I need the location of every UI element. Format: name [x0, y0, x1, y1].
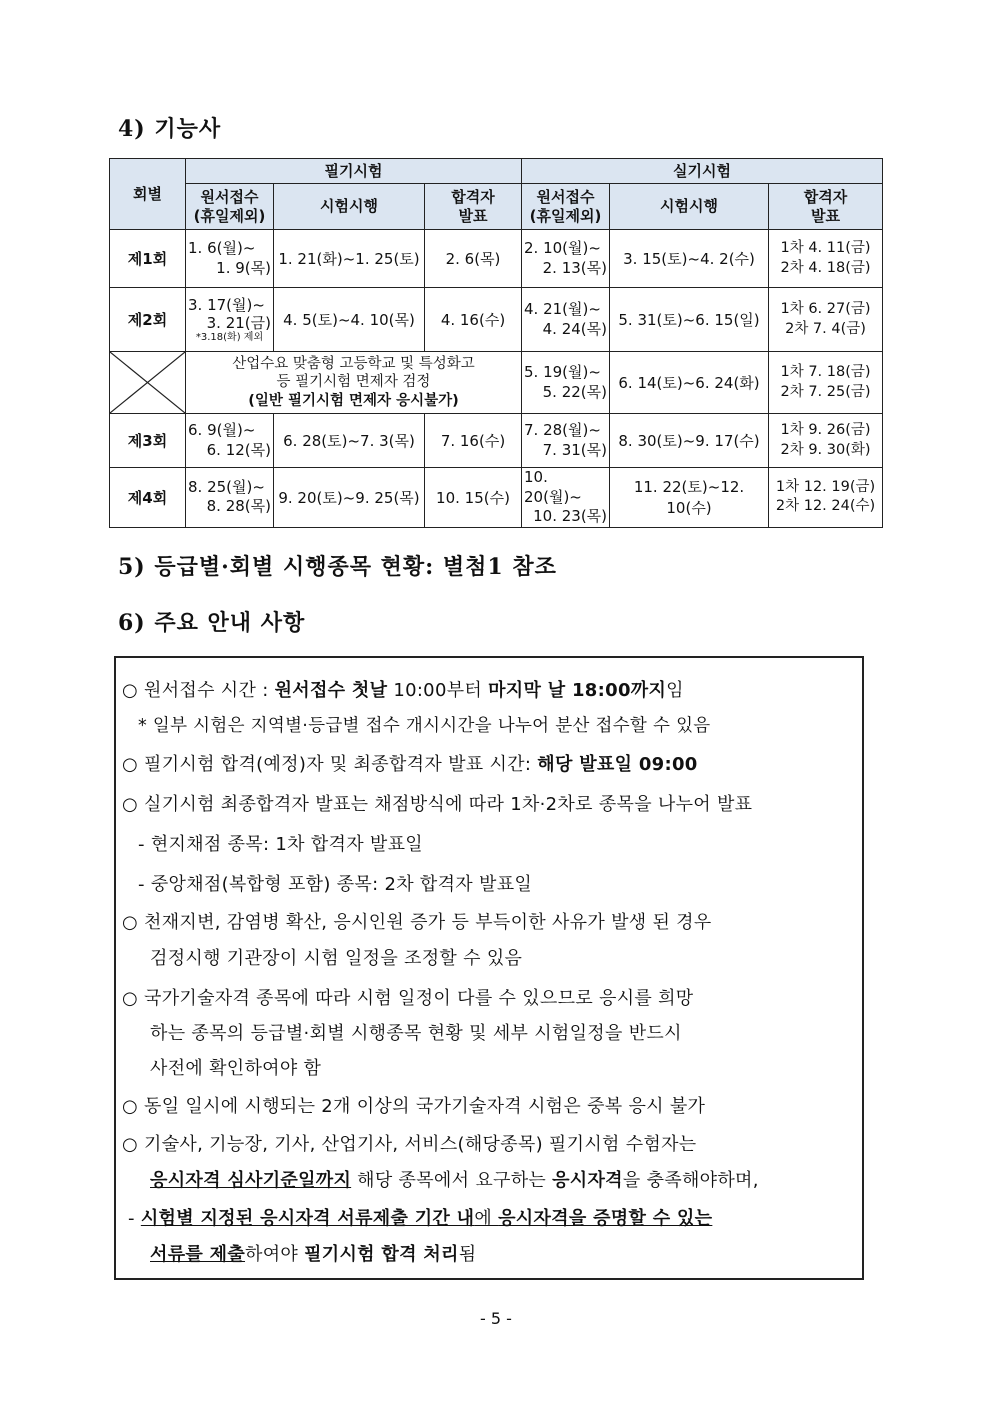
header-written: 필기시험: [186, 159, 522, 184]
written-apply: 3. 17(월)~ 3. 21(금) *3.18(화) 제외: [186, 288, 274, 352]
header-practical: 실기시험: [522, 159, 883, 184]
round-label: 제3회: [110, 414, 186, 468]
practical-apply: 7. 28(월)~ 7. 31(목): [522, 414, 610, 468]
table-row: [110, 288, 883, 352]
notice-line: ○ 실기시험 최종합격자 발표는 채점방식에 따라 1차·2차로 종목을 나누어 발표: [122, 794, 753, 815]
page-number: - 5 -: [480, 1309, 512, 1328]
written-exam: 4. 5(토)~4. 10(목): [274, 288, 425, 352]
notice-line: - 현지채점 종목: 1차 합격자 발표일: [138, 834, 423, 855]
schedule-table: [109, 158, 883, 528]
practical-apply: 4. 21(월)~ 4. 24(목): [522, 288, 610, 352]
notice-line: 응시자격 심사기준일까지 해당 종목에서 요구하는 응시자격을 충족해야하며,: [150, 1170, 759, 1191]
table-row: [110, 468, 883, 528]
written-pass: 7. 16(수): [425, 414, 522, 468]
written-pass: 4. 16(수): [425, 288, 522, 352]
practical-pass: 1차 7. 18(금) 2차 7. 25(금): [769, 352, 883, 414]
practical-pass: 1차 9. 26(금) 2차 9. 30(화): [769, 414, 883, 468]
notice-line: 사전에 확인하여야 함: [150, 1058, 322, 1079]
written-apply: 1. 6(월)~ 1. 9(목): [186, 230, 274, 288]
notice-line: ○ 필기시험 합격(예정)자 및 최종합격자 발표 시간: 해당 발표일 09:00: [122, 754, 698, 775]
header-written-pass: 합격자 발표: [425, 184, 522, 230]
notice-line: 서류를 제출하여야 필기시험 합격 처리됨: [150, 1244, 477, 1265]
notice-line: 하는 종목의 등급별·회별 시행종목 현황 및 세부 시험일정을 반드시: [150, 1023, 682, 1044]
header-practical-pass: 합격자 발표: [769, 184, 883, 230]
notice-line: ○ 기술사, 기능장, 기사, 산업기사, 서비스(해당종목) 필기시험 수험자는: [122, 1134, 697, 1155]
table-row: [110, 352, 883, 414]
round-label: 제1회: [110, 230, 186, 288]
practical-pass: 1차 4. 11(금) 2차 4. 18(금): [769, 230, 883, 288]
written-apply: 8. 25(월)~ 8. 28(목): [186, 468, 274, 528]
practical-apply: 10. 20(월)~ 10. 23(목): [522, 468, 610, 528]
practical-exam: 5. 31(토)~6. 15(일): [610, 288, 769, 352]
practical-exam: 3. 15(토)~4. 2(수): [610, 230, 769, 288]
table-row: [110, 230, 883, 288]
written-exam: 6. 28(토)~7. 3(목): [274, 414, 425, 468]
practical-exam: 6. 14(토)~6. 24(화): [610, 352, 769, 414]
section-6-title: 6) 주요 안내 사항: [118, 610, 306, 636]
notice-line: ○ 국가기술자격 종목에 따라 시험 일정이 다를 수 있으므로 응시를 희망: [122, 988, 694, 1009]
round-label: 제2회: [110, 288, 186, 352]
header-written-exam: 시험시행: [274, 184, 425, 230]
header-round: 회별: [110, 159, 186, 230]
written-pass: 10. 15(수): [425, 468, 522, 528]
exempt-exam-note: 산업수요 맞춤형 고등학교 및 특성화고 등 필기시험 면제자 검정 (일반 필기시험 면제자 응시불가): [186, 352, 522, 414]
header-practical-apply: 원서접수 (휴일제외): [522, 184, 610, 230]
notice-line: ○ 천재지변, 감염병 확산, 응시인원 증가 등 부득이한 사유가 발생 된 경우: [122, 912, 712, 933]
practical-apply: 2. 10(월)~ 2. 13(목): [522, 230, 610, 288]
practical-pass: 1차 6. 27(금) 2차 7. 4(금): [769, 288, 883, 352]
notice-line: ○ 동일 일시에 시행되는 2개 이상의 국가기술자격 시험은 중복 응시 불가: [122, 1096, 706, 1117]
round-label: 제4회: [110, 468, 186, 528]
written-exam: 1. 21(화)~1. 25(토): [274, 230, 425, 288]
written-exam: 9. 20(토)~9. 25(목): [274, 468, 425, 528]
notice-line: - 중앙채점(복합형 포함) 종목: 2차 합격자 발표일: [138, 874, 533, 895]
notice-line: 검정시행 기관장이 시험 일정을 조정할 수 있음: [150, 948, 523, 969]
practical-apply: 5. 19(월)~ 5. 22(목): [522, 352, 610, 414]
header-written-apply: 원서접수 (휴일제외): [186, 184, 274, 230]
practical-exam: 11. 22(토)~12. 10(수): [610, 468, 769, 528]
notice-line: ○ 원서접수 시간 : 원서접수 첫날 10:00부터 마지막 날 18:00까지임: [122, 680, 684, 701]
section-4-title: 4) 기능사: [118, 116, 222, 142]
notice-box: [114, 656, 864, 1280]
practical-pass: 1차 12. 19(금) 2차 12. 24(수): [769, 468, 883, 528]
notice-line: - 시험별 지정된 응시자격 서류제출 기간 내에 응시자격을 증명할 수 있는: [128, 1208, 713, 1229]
table-row: [110, 414, 883, 468]
written-pass: 2. 6(목): [425, 230, 522, 288]
notice-line: * 일부 시험은 지역별·등급별 접수 개시시간을 나누어 분산 접수할 수 있음: [138, 716, 711, 736]
diagonal-cross-cell: [110, 352, 186, 414]
header-practical-exam: 시험시행: [610, 184, 769, 230]
written-apply: 6. 9(월)~ 6. 12(목): [186, 414, 274, 468]
section-5-title: 5) 등급별·회별 시행종목 현황: 별첨1 참조: [118, 554, 557, 580]
practical-exam: 8. 30(토)~9. 17(수): [610, 414, 769, 468]
